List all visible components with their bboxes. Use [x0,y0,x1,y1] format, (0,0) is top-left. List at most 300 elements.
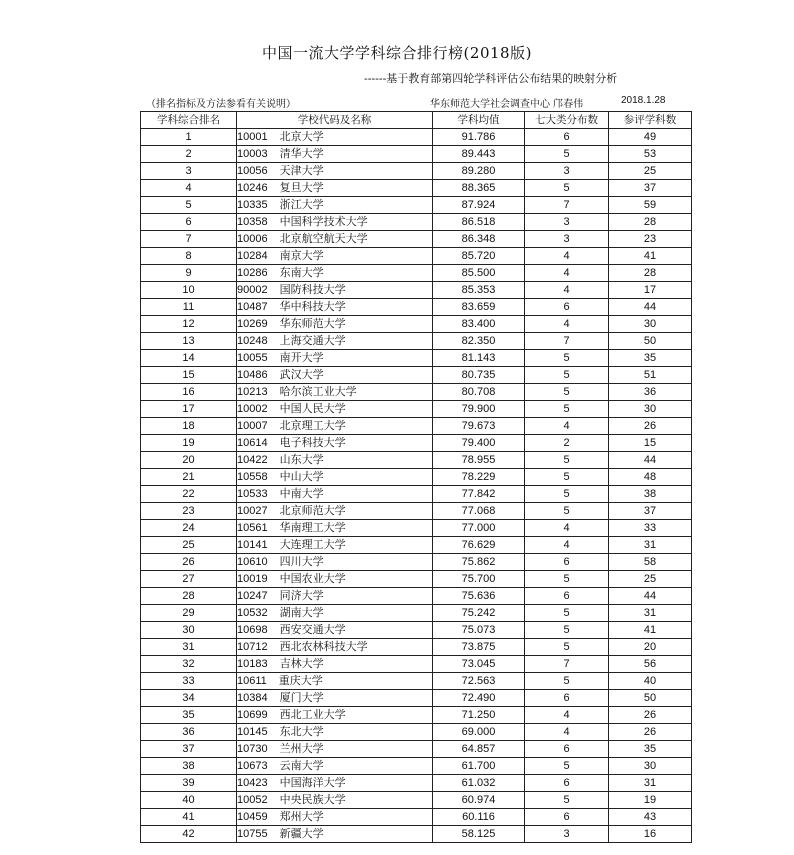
discipline-count-cell: 44 [609,452,692,469]
school-cell [237,401,433,418]
table-row [141,690,692,707]
mean-cell: 80.735 [433,367,525,384]
distribution-cell: 5 [525,146,609,163]
table-row [141,180,692,197]
discipline-count-cell: 31 [609,605,692,622]
mean-cell: 75.700 [433,571,525,588]
mean-cell: 75.636 [433,588,525,605]
school-cell [237,418,433,435]
distribution-cell: 4 [525,265,609,282]
distribution-cell: 5 [525,367,609,384]
header-rank: 学科综合排名 [141,112,237,129]
school-code: 10558 [237,471,268,483]
table-row [141,605,692,622]
school-code: 10673 [237,760,268,772]
mean-cell: 79.400 [433,435,525,452]
school-code: 10614 [237,437,268,449]
mean-cell: 79.673 [433,418,525,435]
distribution-cell: 4 [525,248,609,265]
rank-cell: 37 [141,741,237,758]
school-code: 10422 [237,454,268,466]
school-name: 复旦大学 [279,181,324,194]
table-row [141,826,692,843]
discipline-count-cell: 17 [609,282,692,299]
school-cell [237,639,433,656]
school-name: 国防科技大学 [279,283,346,296]
school-name: 中国海洋大学 [279,776,346,789]
school-name: 电子科技大学 [279,436,346,449]
school-cell [237,741,433,758]
mean-cell: 89.443 [433,146,525,163]
school-cell [237,367,433,384]
mean-cell: 88.365 [433,180,525,197]
school-cell [237,724,433,741]
table-row [141,520,692,537]
school-name: 华中科技大学 [279,300,346,313]
mean-cell: 77.068 [433,503,525,520]
mean-cell: 87.924 [433,197,525,214]
mean-cell: 60.974 [433,792,525,809]
distribution-cell: 6 [525,588,609,605]
mean-cell: 58.125 [433,826,525,843]
school-cell [237,707,433,724]
school-cell [237,333,433,350]
discipline-count-cell: 59 [609,197,692,214]
discipline-count-cell: 15 [609,435,692,452]
rank-cell: 1 [141,129,237,146]
table-row [141,792,692,809]
school-code: 10213 [237,386,268,398]
mean-cell: 72.563 [433,673,525,690]
rank-cell: 20 [141,452,237,469]
discipline-count-cell: 38 [609,486,692,503]
header-distribution: 七大类分布数 [525,112,609,129]
school-name: 中山大学 [279,470,324,483]
school-name: 吉林大学 [279,657,324,670]
school-code: 10002 [237,403,268,415]
school-name: 山东大学 [279,453,324,466]
school-name: 北京大学 [279,130,324,143]
school-code: 10027 [237,505,268,517]
school-cell [237,656,433,673]
distribution-cell: 4 [525,418,609,435]
discipline-count-cell: 51 [609,367,692,384]
rank-cell: 9 [141,265,237,282]
school-code: 10358 [237,216,268,228]
table-row [141,809,692,826]
rank-cell: 7 [141,231,237,248]
mean-cell: 78.955 [433,452,525,469]
table-row [141,435,692,452]
table-row [141,197,692,214]
school-name: 四川大学 [279,555,324,568]
discipline-count-cell: 43 [609,809,692,826]
school-code: 10006 [237,233,268,245]
discipline-count-cell: 37 [609,503,692,520]
school-code: 10533 [237,488,268,500]
school-name: 兰州大学 [279,742,324,755]
school-cell [237,826,433,843]
school-code: 10286 [237,267,268,279]
school-cell [237,571,433,588]
school-name: 重庆大学 [278,674,323,687]
school-name: 清华大学 [279,147,324,160]
school-name: 同济大学 [279,589,324,602]
table-row [141,282,692,299]
table-row [141,758,692,775]
school-cell [237,622,433,639]
distribution-cell: 4 [525,707,609,724]
school-name: 云南大学 [279,759,324,772]
rank-cell: 35 [141,707,237,724]
table-row [141,231,692,248]
rank-cell: 26 [141,554,237,571]
mean-cell: 89.280 [433,163,525,180]
school-code: 10423 [237,777,268,789]
table-row [141,639,692,656]
school-name: 大连理工大学 [279,538,346,551]
school-code: 10052 [237,794,268,806]
school-cell [237,537,433,554]
distribution-cell: 5 [525,503,609,520]
school-code: 10019 [237,573,268,585]
rank-cell: 32 [141,656,237,673]
school-cell [237,554,433,571]
school-cell [237,316,433,333]
table-row [141,724,692,741]
school-name: 郑州大学 [279,810,324,823]
discipline-count-cell: 58 [609,554,692,571]
mean-cell: 81.143 [433,350,525,367]
table-row [141,299,692,316]
distribution-cell: 7 [525,333,609,350]
distribution-cell: 5 [525,571,609,588]
rank-cell: 38 [141,758,237,775]
distribution-cell: 4 [525,537,609,554]
mean-cell: 83.659 [433,299,525,316]
page-subtitle: ------基于教育部第四轮学科评估公布结果的映射分析 [364,72,618,85]
school-cell [237,214,433,231]
rank-cell: 19 [141,435,237,452]
school-name: 上海交通大学 [279,334,346,347]
rank-cell: 6 [141,214,237,231]
school-cell [237,792,433,809]
school-name: 中国科学技术大学 [279,215,368,228]
mean-cell: 61.700 [433,758,525,775]
rank-cell: 21 [141,469,237,486]
discipline-count-cell: 26 [609,418,692,435]
mean-cell: 85.353 [433,282,525,299]
distribution-cell: 5 [525,622,609,639]
table-row [141,588,692,605]
mean-cell: 77.842 [433,486,525,503]
rank-cell: 16 [141,384,237,401]
mean-cell: 71.250 [433,707,525,724]
school-cell [237,180,433,197]
mean-cell: 75.242 [433,605,525,622]
school-cell [237,503,433,520]
table-row [141,129,692,146]
discipline-count-cell: 30 [609,758,692,775]
school-cell [237,452,433,469]
school-name: 西安交通大学 [279,623,346,636]
discipline-count-cell: 35 [609,741,692,758]
school-name: 厦门大学 [279,691,324,704]
discipline-count-cell: 44 [609,299,692,316]
mean-cell: 75.073 [433,622,525,639]
distribution-cell: 3 [525,826,609,843]
mean-cell: 79.900 [433,401,525,418]
distribution-cell: 6 [525,775,609,792]
school-cell [237,809,433,826]
header-school: 学校代码及名称 [237,112,433,129]
rank-cell: 23 [141,503,237,520]
rank-cell: 2 [141,146,237,163]
rank-cell: 5 [141,197,237,214]
distribution-cell: 4 [525,282,609,299]
author-credit: 华东师范大学社会调查中心 邝春伟 [430,99,584,110]
distribution-cell: 5 [525,384,609,401]
rank-cell: 25 [141,537,237,554]
school-cell [237,197,433,214]
school-cell [237,231,433,248]
discipline-count-cell: 50 [609,690,692,707]
ranking-table [140,111,692,843]
school-name: 天津大学 [279,164,324,177]
rank-cell: 8 [141,248,237,265]
school-name: 华南理工大学 [279,521,346,534]
discipline-count-cell: 48 [609,469,692,486]
school-cell [237,146,433,163]
rank-cell: 30 [141,622,237,639]
school-name: 湖南大学 [279,606,324,619]
mean-cell: 86.348 [433,231,525,248]
mean-cell: 60.116 [433,809,525,826]
school-cell [237,282,433,299]
mean-cell: 80.708 [433,384,525,401]
school-cell [237,673,433,690]
table-row [141,401,692,418]
rank-cell: 42 [141,826,237,843]
rank-cell: 29 [141,605,237,622]
distribution-cell: 4 [525,724,609,741]
rank-cell: 13 [141,333,237,350]
school-code: 10003 [237,148,268,160]
discipline-count-cell: 44 [609,588,692,605]
table-row [141,741,692,758]
rank-cell: 33 [141,673,237,690]
rank-cell: 39 [141,775,237,792]
school-code: 10141 [237,539,268,551]
school-cell [237,690,433,707]
distribution-cell: 5 [525,469,609,486]
discipline-count-cell: 37 [609,180,692,197]
distribution-cell: 3 [525,231,609,248]
school-code: 10755 [237,828,268,840]
distribution-cell: 4 [525,520,609,537]
table-row [141,775,692,792]
discipline-count-cell: 28 [609,265,692,282]
rank-cell: 27 [141,571,237,588]
header-discipline-count: 参评学科数 [609,112,692,129]
publish-date: 2018.1.28 [621,95,666,106]
mean-cell: 76.629 [433,537,525,554]
discipline-count-cell: 35 [609,350,692,367]
discipline-count-cell: 23 [609,231,692,248]
discipline-count-cell: 53 [609,146,692,163]
distribution-cell: 5 [525,180,609,197]
school-code: 10698 [237,624,268,636]
school-code: 10001 [237,131,268,143]
school-cell [237,775,433,792]
table-row [141,571,692,588]
rank-cell: 14 [141,350,237,367]
distribution-cell: 6 [525,690,609,707]
rank-cell: 24 [141,520,237,537]
discipline-count-cell: 33 [609,520,692,537]
school-code: 10384 [237,692,268,704]
school-name: 新疆大学 [279,827,324,840]
distribution-cell: 5 [525,605,609,622]
school-code: 10730 [237,743,268,755]
discipline-count-cell: 26 [609,724,692,741]
distribution-cell: 4 [525,316,609,333]
mean-cell: 61.032 [433,775,525,792]
discipline-count-cell: 26 [609,707,692,724]
table-row [141,469,692,486]
school-code: 10007 [237,420,268,432]
school-code: 10561 [237,522,268,534]
distribution-cell: 5 [525,792,609,809]
rank-cell: 3 [141,163,237,180]
discipline-count-cell: 40 [609,673,692,690]
school-cell [237,350,433,367]
school-cell [237,588,433,605]
school-cell [237,486,433,503]
mean-cell: 91.786 [433,129,525,146]
rank-cell: 15 [141,367,237,384]
school-code: 10183 [237,658,268,670]
distribution-cell: 7 [525,197,609,214]
mean-cell: 72.490 [433,690,525,707]
table-row [141,163,692,180]
school-name: 南开大学 [279,351,324,364]
school-cell [237,384,433,401]
table-row [141,707,692,724]
discipline-count-cell: 30 [609,401,692,418]
distribution-cell: 5 [525,758,609,775]
school-code: 10247 [237,590,268,602]
school-cell [237,605,433,622]
table-row [141,673,692,690]
school-code: 10055 [237,352,268,364]
distribution-cell: 5 [525,486,609,503]
distribution-cell: 7 [525,656,609,673]
distribution-cell: 6 [525,299,609,316]
school-name: 东南大学 [279,266,324,279]
table-row [141,265,692,282]
table-row [141,333,692,350]
discipline-count-cell: 36 [609,384,692,401]
discipline-count-cell: 41 [609,622,692,639]
school-name: 哈尔滨工业大学 [279,385,357,398]
mean-cell: 78.229 [433,469,525,486]
rank-cell: 36 [141,724,237,741]
method-note: （排名指标及方法参看有关说明） [146,99,296,110]
school-name: 武汉大学 [279,368,324,381]
school-code: 10335 [237,199,268,211]
rank-cell: 28 [141,588,237,605]
school-cell [237,163,433,180]
mean-cell: 77.000 [433,520,525,537]
distribution-cell: 6 [525,129,609,146]
table-row [141,248,692,265]
discipline-count-cell: 41 [609,248,692,265]
school-code: 10284 [237,250,268,262]
mean-cell: 73.045 [433,656,525,673]
distribution-cell: 2 [525,435,609,452]
school-name: 西北农林科技大学 [279,640,368,653]
mean-cell: 86.518 [433,214,525,231]
school-code: 10248 [237,335,268,347]
mean-cell: 75.862 [433,554,525,571]
distribution-cell: 3 [525,214,609,231]
rank-cell: 22 [141,486,237,503]
school-code: 10611 [237,675,267,687]
table-row [141,350,692,367]
rank-cell: 11 [141,299,237,316]
distribution-cell: 6 [525,554,609,571]
table-row [141,316,692,333]
school-code: 10610 [237,556,268,568]
discipline-count-cell: 28 [609,214,692,231]
rank-cell: 41 [141,809,237,826]
school-name: 西北工业大学 [279,708,346,721]
table-row [141,452,692,469]
rank-cell: 34 [141,690,237,707]
school-name: 中国农业大学 [279,572,346,585]
discipline-count-cell: 56 [609,656,692,673]
distribution-cell: 5 [525,401,609,418]
table-row [141,503,692,520]
discipline-count-cell: 19 [609,792,692,809]
school-code: 10487 [237,301,268,313]
rank-cell: 31 [141,639,237,656]
school-cell [237,469,433,486]
distribution-cell: 3 [525,163,609,180]
school-cell [237,299,433,316]
table-row [141,486,692,503]
school-code: 10486 [237,369,268,381]
school-name: 北京理工大学 [279,419,346,432]
table-header-row [141,112,692,129]
discipline-count-cell: 30 [609,316,692,333]
mean-cell: 64.857 [433,741,525,758]
rank-cell: 4 [141,180,237,197]
distribution-cell: 6 [525,741,609,758]
distribution-cell: 5 [525,673,609,690]
school-cell [237,520,433,537]
school-code: 10056 [237,165,268,177]
distribution-cell: 5 [525,639,609,656]
rank-cell: 10 [141,282,237,299]
header-mean: 学科均值 [433,112,525,129]
school-cell [237,265,433,282]
school-code: 10699 [237,709,268,721]
school-name: 北京航空航天大学 [279,232,368,245]
school-name: 北京师范大学 [279,504,346,517]
discipline-count-cell: 31 [609,775,692,792]
